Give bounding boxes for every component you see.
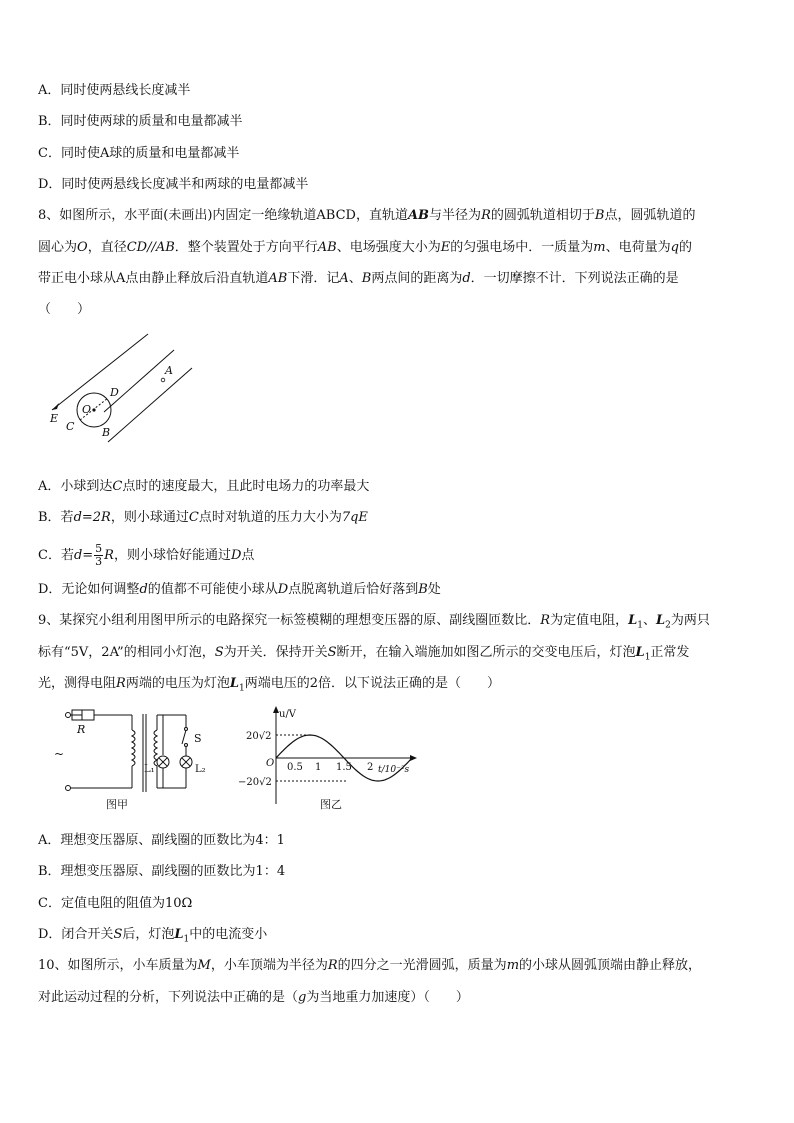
q9-fig1-label-l2: L₂	[195, 764, 206, 775]
q9-option-b: B．理想变压器原、副线圈的匝数比为1：4	[38, 864, 286, 879]
q9-fig1-label-l1: L₁	[144, 764, 155, 775]
q10-stem-line-1: 10、如图所示，小车质量为M，小车顶端为半径为R的四分之一光滑圆弧，质量为m的小球从圆弧顶端由静止释放，	[38, 958, 702, 973]
five-thirds-fraction: $\frac{5}{3}$	[95, 542, 103, 568]
q9-option-c: C．定值电阻的阻值为10Ω	[38, 896, 193, 911]
q8-option-a: A．小球到达C点时的速度最大，且此时电场力的功率最大	[38, 479, 370, 494]
q8-fig-label-c: C	[66, 420, 75, 433]
q9-fig2-caption: 图乙	[320, 798, 342, 811]
q9-fig2-xtick: 0.5	[287, 762, 303, 773]
q9-fig1-caption: 图甲	[106, 798, 128, 811]
q8-answer-paren: （ ）	[38, 302, 91, 317]
q8-fig-label-o: O	[82, 403, 92, 416]
q7-option-d: D．同时使两悬线长度减半和两球的电量都减半	[38, 177, 309, 192]
q9-fig2-xtick: 1	[315, 762, 322, 773]
q8-fig-label-e: E	[50, 412, 59, 425]
q9-fig1-ac-symbol: ~	[54, 747, 65, 761]
q9-option-d: D．闭合开关S后，灯泡$L_1$中的电流变小	[38, 927, 268, 945]
q8-stem-line-3: 带正电小球从A点由静止释放后沿直轨道AB下滑．记A、B两点间的距离为d．一切摩擦不计．下列说法正确的是	[38, 271, 679, 286]
q9-fig2-xlabel: t/10⁻²s	[378, 765, 410, 775]
q9-option-a: A．理想变压器原、副线圈的匝数比为4：1	[38, 833, 285, 848]
q7-option-c: C．同时使A球的质量和电量都减半	[38, 146, 240, 161]
q8-fig-label-b: B	[102, 426, 111, 439]
q9-circuit-diagram	[48, 700, 218, 812]
q8-option-b: B．若d=2R，则小球通过C点时对轨道的压力大小为7qE	[38, 510, 368, 525]
q8-stem-line-1: 8、如图所示，水平面(未画出)内固定一绝缘轨道ABCD，直轨道AB与半径为R的圆弧轨道相切于B点，圆弧轨道的	[38, 208, 696, 223]
q8-track-diagram	[44, 330, 194, 445]
q9-voltage-waveform-chart	[228, 704, 428, 812]
q9-stem-line-2: 标有“5V，2A”的相同小灯泡，S为开关．保持开关S断开，在输入端施加如图乙所示的交变电压后，灯泡$L_1$正常发	[38, 645, 690, 663]
q9-fig2-ytick-positive: 20√2	[246, 731, 272, 742]
q7-option-a: A．同时使两悬线长度减半	[38, 83, 191, 98]
q8-option-c: C．若d= $\frac{5}{3}$ R，则小球恰好能通过D点	[38, 542, 255, 568]
q9-fig1-label-s: S	[194, 732, 202, 745]
q8-fig-label-a: A	[165, 364, 173, 377]
q8-fig-label-d: D	[110, 386, 119, 399]
q9-fig2-xtick: 1.5	[336, 762, 352, 773]
q9-fig2-origin: O	[266, 758, 275, 769]
q9-stem-line-3: 光，测得电阻R两端的电压为灯泡$L_1$两端电压的2倍．以下说法正确的是（ ）	[38, 676, 500, 694]
q7-option-b: B．同时使两球的质量和电量都减半	[38, 114, 243, 129]
q8-stem-line-2: 圆心为O，直径CD//AB．整个装置处于方向平行AB、电场强度大小为E的匀强电场中．一质量为m、电荷量为q的	[38, 240, 692, 255]
q10-stem-line-2: 对此运动过程的分析，下列说法中正确的是（g为当地重力加速度）（ ）	[38, 990, 469, 1005]
q9-fig1-label-r: R	[77, 723, 86, 736]
q9-fig2-ylabel: u/V	[279, 709, 297, 720]
q8-option-d: D．无论如何调整d的值都不可能使小球从D点脱离轨道后恰好落到B处	[38, 582, 441, 597]
q9-fig2-xtick: 2	[367, 762, 374, 773]
q9-fig2-ytick-negative: −20√2	[238, 777, 272, 788]
q9-stem-line-1: 9、某探究小组利用图甲所示的电路探究一标签模糊的理想变压器的原、副线圈匝数比．R为定值电阻，$L_1$、$L_2$为两只	[38, 613, 710, 631]
